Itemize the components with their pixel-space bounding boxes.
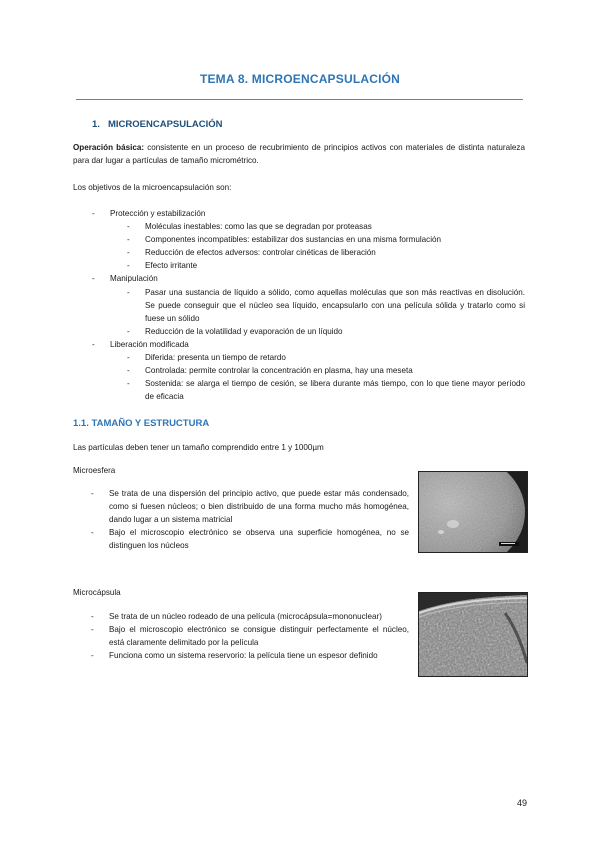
bullet-dash: -: [91, 489, 94, 498]
bullet-dash: -: [127, 353, 130, 363]
objective-item: [92, 338, 525, 403]
objectives-list: [92, 207, 525, 403]
list-item-text: Bajo el microscopio electrónico se observa una superficie homogénea, no se distinguen los núcleos: [109, 528, 409, 551]
list-item-text: Bajo el microscopio electrónico se consigue distinguir perfectamente el núcleo, está claramente delimitado por la película: [109, 625, 409, 648]
objective-label: Protección y estabilización: [110, 209, 206, 218]
sub-item: [127, 377, 525, 403]
page-title: TEMA 8. MICROENCAPSULACIÓN: [199, 72, 401, 86]
sub-item: [127, 259, 525, 272]
objectives-intro: Los objetivos de la microencapsulación son:: [73, 183, 232, 192]
sub-item: [127, 351, 525, 364]
sub-item-text: Efecto irritante: [145, 261, 198, 271]
basic-operation-label: Operación básica:: [73, 143, 145, 152]
section-heading-text: MICROENCAPSULACIÓN: [108, 119, 223, 130]
objective-sublist: [127, 220, 525, 272]
bullet-dash: -: [127, 222, 130, 232]
objective-sublist: [127, 351, 525, 403]
sub-item: [127, 246, 525, 259]
sub-item-text: Pasar una sustancia de líquido a sólido, como aquellas moléculas que son más reactivas en disolución. Se puede conseguir que el núcleo sea líquido, encapsularlo con una película sólida y tratarlo como si fuese un sólido: [145, 287, 525, 323]
sub-item: [127, 364, 525, 377]
basic-operation-text: consistente en un proceso de recubrimiento de principios activos con materiales de distinta naturaleza para dar lugar a partículas de tamaño micrométrico.: [73, 143, 525, 165]
bullet-dash: -: [127, 235, 130, 245]
basic-operation-paragraph: [73, 141, 525, 167]
sub-item: [127, 220, 525, 233]
sub-item: [127, 233, 525, 246]
bullet-dash: -: [92, 209, 95, 218]
bullet-dash: -: [127, 248, 130, 258]
bullet-dash: -: [92, 274, 95, 284]
bullet-dash: -: [92, 339, 95, 349]
list-item: [91, 610, 409, 623]
bullet-dash: -: [127, 366, 130, 376]
microsphere-sem-image: [418, 471, 528, 553]
bullet-dash: -: [127, 287, 130, 297]
microcapsula-label: Microcápsula: [73, 588, 121, 597]
list-item: [91, 623, 409, 649]
bullet-dash: -: [91, 651, 94, 661]
sub-item: [127, 325, 525, 338]
list-item-text: Se trata de un núcleo rodeado de una película (microcápsula=mononuclear): [109, 612, 382, 621]
sub-item-text: Moléculas inestables: como las que se degradan por proteasas: [145, 222, 372, 232]
objective-label: Liberación modificada: [110, 339, 189, 349]
page-number: 49: [516, 798, 527, 808]
bullet-dash: -: [91, 612, 94, 621]
sub-item-text: Controlada: permite controlar la concentración en plasma, hay una meseta: [145, 366, 413, 376]
sub-item: [127, 286, 525, 325]
sub-item-text: Reducción de la volatilidad y evaporación de un líquido: [145, 326, 343, 336]
objective-label: Manipulación: [110, 274, 158, 284]
section-number: 1.: [92, 119, 100, 130]
title-divider: [76, 99, 523, 100]
bullet-dash: -: [127, 261, 130, 271]
size-paragraph: Las partículas deben tener un tamaño comprendido entre 1 y 1000µm: [73, 443, 324, 452]
microesfera-label: Microesfera: [73, 466, 116, 475]
bullet-dash: -: [127, 379, 130, 389]
sub-item-text: Reducción de efectos adversos: controlar cinéticas de liberación: [145, 248, 376, 258]
microesfera-list: [91, 487, 409, 552]
microcapsule-sem-image: [418, 592, 528, 677]
list-item: [91, 487, 409, 526]
list-item-text: Funciona como un sistema reservorio: la película tiene un espesor definido: [109, 651, 378, 661]
objective-sublist: [127, 286, 525, 338]
sub-item-text: Componentes incompatibles: estabilizar dos sustancias en una misma formulación: [145, 235, 442, 245]
bullet-dash: -: [91, 625, 94, 635]
bullet-dash: -: [91, 528, 94, 538]
subsection-heading: 1.1. TAMAÑO Y ESTRUCTURA: [73, 418, 210, 429]
section-heading: [92, 119, 223, 130]
list-item: [91, 526, 409, 552]
objective-item: [92, 207, 525, 272]
sub-item-text: Diferida: presenta un tiempo de retardo: [145, 353, 286, 363]
sub-item-text: Sostenida: se alarga el tiempo de cesión, se libera durante más tiempo, con lo que tiene mayor período de eficacia: [145, 379, 525, 402]
bullet-dash: -: [127, 326, 130, 336]
microcapsula-list: [91, 610, 409, 662]
list-item-text: Se trata de una dispersión del principio activo, que puede estar más condensado, como si fuesen núcleos; o bien distribuido de una forma mucho más homogénea, dando lugar a un sistema matricial: [109, 489, 409, 525]
objective-item: [92, 272, 525, 337]
list-item: [91, 649, 409, 662]
